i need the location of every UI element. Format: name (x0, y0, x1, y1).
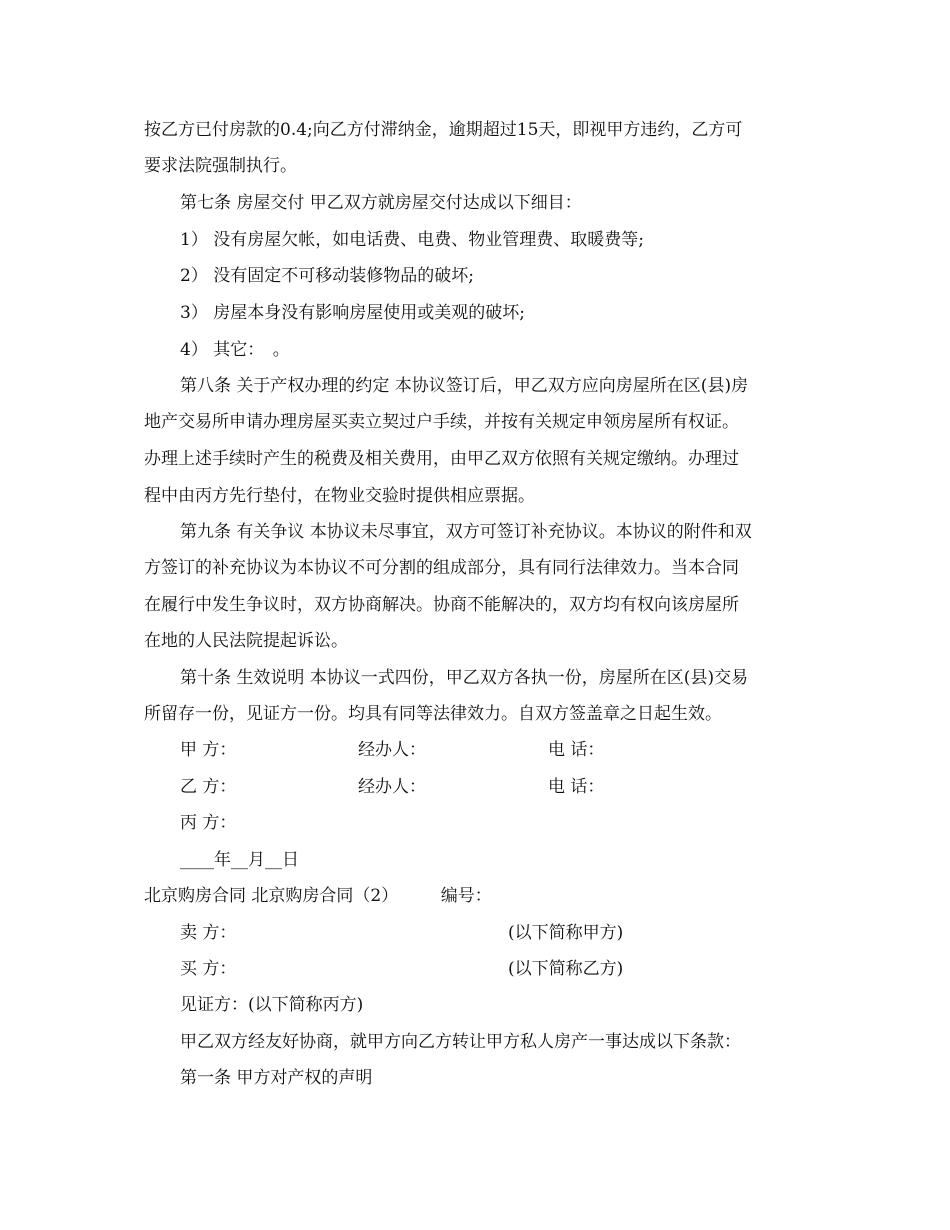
party-a-label: 甲 方： (180, 740, 237, 760)
text-line: 程中由丙方先行垫付，在物业交验时提供相应票据。 (144, 486, 535, 506)
second-contract-heading: 北京购房合同 北京购房合同（2） 编号： (144, 886, 492, 906)
text-line: 在履行中发生争议时，双方协商解决。协商不能解决的，双方均有权向该房屋所 (144, 595, 739, 615)
article-10-heading: 第十条 生效说明 本协议一式四份，甲乙双方各执一份，房屋所在区(县)交易 (180, 668, 749, 688)
list-item: 1） 没有房屋欠帐，如电话费、电费、物业管理费、取暖费等; (180, 230, 644, 250)
date-line: ____年__月__日 (180, 850, 299, 870)
party-c-label: 丙 方： (180, 813, 237, 833)
text-line: 在地的人民法院提起诉讼。 (144, 631, 348, 651)
list-item: 4） 其它： 。 (180, 340, 290, 360)
text-line: 办理上述手续时产生的税费及相关费用，由甲乙双方依照有关规定缴纳。办理过 (144, 449, 739, 469)
phone-label: 电 话： (548, 740, 605, 760)
agent-label: 经办人： (358, 777, 426, 797)
seller-label: 卖 方： (180, 923, 237, 943)
text-line: 地产交易所申请办理房屋买卖立契过户手续，并按有关规定申领房屋所有权证。 (144, 412, 739, 432)
buyer-alias: (以下简称乙方) (508, 959, 624, 979)
article-1-heading: 第一条 甲方对产权的声明 (180, 1068, 373, 1088)
article-7-heading: 第七条 房屋交付 甲乙双方就房屋交付达成以下细目： (180, 193, 582, 213)
seller-alias: (以下简称甲方) (508, 923, 624, 943)
text-line: 按乙方已付房款的0.4;向乙方付滞纳金，逾期超过15天，即视甲方违约，乙方可 (144, 120, 743, 140)
intro-text: 甲乙双方经友好协商，就甲方向乙方转让甲方私人房产一事达成以下条款： (180, 1032, 741, 1052)
phone-label: 电 话： (548, 777, 605, 797)
list-item: 2） 没有固定不可移动装修物品的破坏; (180, 266, 474, 286)
party-b-label: 乙 方： (180, 777, 237, 797)
text-line: 方签订的补充协议为本协议不可分割的组成部分，具有同行法律效力。当本合同 (144, 558, 739, 578)
text-line: 所留存一份，见证方一份。均具有同等法律效力。自双方签盖章之日起生效。 (144, 704, 722, 724)
article-8-heading: 第八条 关于产权办理的约定 本协议签订后，甲乙双方应向房屋所在区(县)房 (180, 376, 749, 396)
buyer-label: 买 方： (180, 959, 237, 979)
article-9-heading: 第九条 有关争议 本协议未尽事宜，双方可签订补充协议。本协议的附件和双 (180, 522, 752, 542)
list-item: 3） 房屋本身没有影响房屋使用或美观的破坏; (180, 303, 525, 323)
witness-label: 见证方：(以下简称丙方) (180, 995, 364, 1015)
agent-label: 经办人： (358, 740, 426, 760)
text-line: 要求法院强制执行。 (144, 156, 297, 176)
